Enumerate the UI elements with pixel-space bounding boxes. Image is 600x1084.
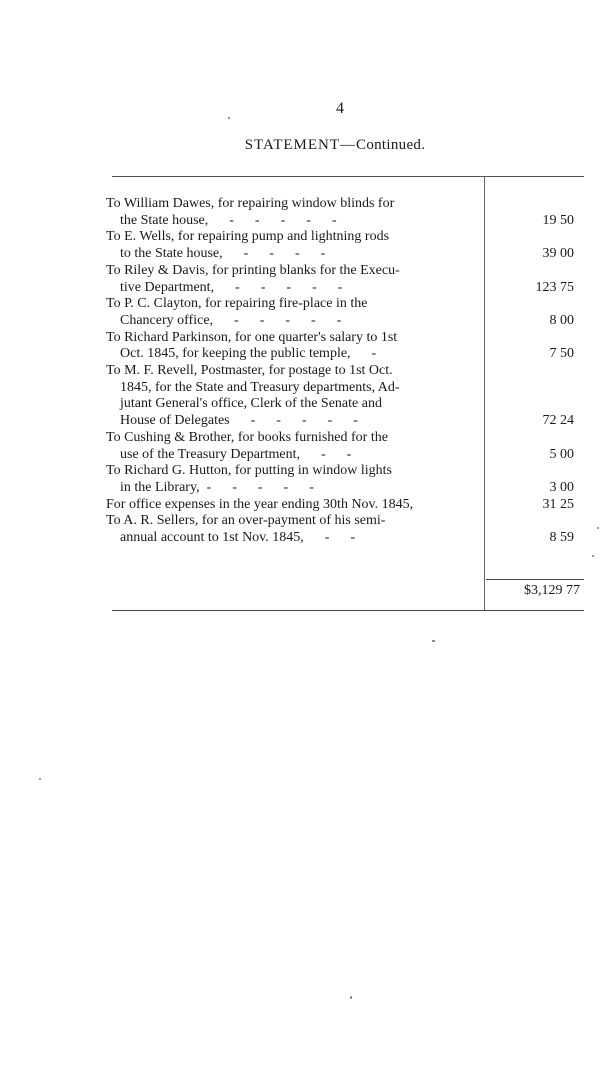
- entry-line: To M. F. Revell, Postmaster, for postage to 1st Oct.: [106, 363, 393, 379]
- title-main: STATEMENT: [244, 137, 341, 153]
- statement-entry: [106, 430, 578, 463]
- entry-description: [106, 330, 478, 363]
- entry-line: House of Delegates - - - - -: [120, 413, 358, 429]
- entry-line: To P. C. Clayton, for repairing fire-place in the: [106, 296, 368, 312]
- entry-line: in the Library, - - - - -: [120, 479, 314, 495]
- entry-amount: 8 59: [549, 530, 574, 546]
- entry-line: To Cushing & Brother, for books furnished for the: [106, 429, 388, 445]
- entry-description: [106, 363, 478, 430]
- entry-line: To William Dawes, for repairing window blinds for: [106, 196, 395, 211]
- entry-line: tive Department, - - - - -: [120, 279, 343, 295]
- entry-line: Oct. 1845, for keeping the public temple, -: [120, 346, 377, 362]
- entry-amount: 5 00: [549, 446, 574, 462]
- statement-entry: [106, 513, 578, 546]
- statement-entry: [106, 263, 578, 296]
- statement-entry: [106, 330, 578, 363]
- entry-description: [106, 296, 478, 329]
- entry-amount: 123 75: [535, 279, 574, 295]
- entry-line: use of the Treasury Department, - -: [120, 446, 352, 462]
- page-title: [0, 137, 600, 154]
- entry-line: Chancery office, - - - - -: [120, 312, 342, 328]
- statement-entry: [106, 196, 578, 229]
- statement-entries: [106, 196, 578, 547]
- statement-entry: [106, 363, 578, 430]
- entry-description: [106, 463, 478, 496]
- paper-speck: [597, 527, 599, 529]
- entry-description: [106, 263, 478, 296]
- entry-amount: 7 50: [549, 346, 574, 362]
- paper-speck: [432, 640, 435, 642]
- entry-line: For office expenses in the year ending 30th Nov. 1845,: [106, 496, 414, 512]
- entry-description: [106, 229, 478, 262]
- entry-description: [106, 497, 478, 514]
- entry-line: 1845, for the State and Treasury departments, Ad-: [120, 379, 400, 395]
- entry-line: annual account to 1st Nov. 1845, - -: [120, 530, 356, 546]
- paper-speck: [39, 778, 41, 780]
- page-number: 4: [336, 100, 344, 117]
- entry-amount: 3 00: [549, 479, 574, 495]
- entry-description: [106, 513, 478, 546]
- entry-line: To Richard G. Hutton, for putting in window lights: [106, 463, 393, 479]
- paper-speck: [350, 996, 352, 999]
- top-rule: [112, 176, 584, 177]
- entry-amount: 39 00: [542, 246, 574, 262]
- title-separator: —: [340, 137, 357, 153]
- title-continued: Continued.: [356, 137, 426, 153]
- entry-description: [106, 430, 478, 463]
- entry-amount: 31 25: [542, 496, 574, 512]
- statement-entry: [106, 463, 578, 496]
- entry-amount: 72 24: [542, 413, 574, 429]
- entry-amount: 19 50: [542, 212, 574, 228]
- entry-line: jutant General's office, Clerk of the Senate and: [120, 396, 382, 412]
- paper-speck: [592, 555, 594, 557]
- entry-description: [106, 196, 478, 229]
- entry-line: the State house, - - - - -: [120, 212, 337, 228]
- entry-line: To Richard Parkinson, for one quarter's salary to 1st: [106, 329, 398, 345]
- statement-entry: [106, 229, 578, 262]
- entry-line: To E. Wells, for repairing pump and lightning rods: [106, 229, 390, 245]
- statement-entry: [106, 296, 578, 329]
- total-amount: $3,129 77: [524, 583, 580, 598]
- entry-line: to the State house, - - - -: [120, 246, 326, 262]
- entry-line: To A. R. Sellers, for an over-payment of his semi-: [106, 513, 386, 529]
- statement-entry: [106, 497, 578, 514]
- entry-line: To Riley & Davis, for printing blanks for the Execu-: [106, 262, 400, 278]
- paper-speck: [228, 117, 230, 119]
- entry-amount: 8 00: [549, 312, 574, 328]
- bottom-rule: [112, 610, 584, 611]
- total-rule: [486, 579, 584, 580]
